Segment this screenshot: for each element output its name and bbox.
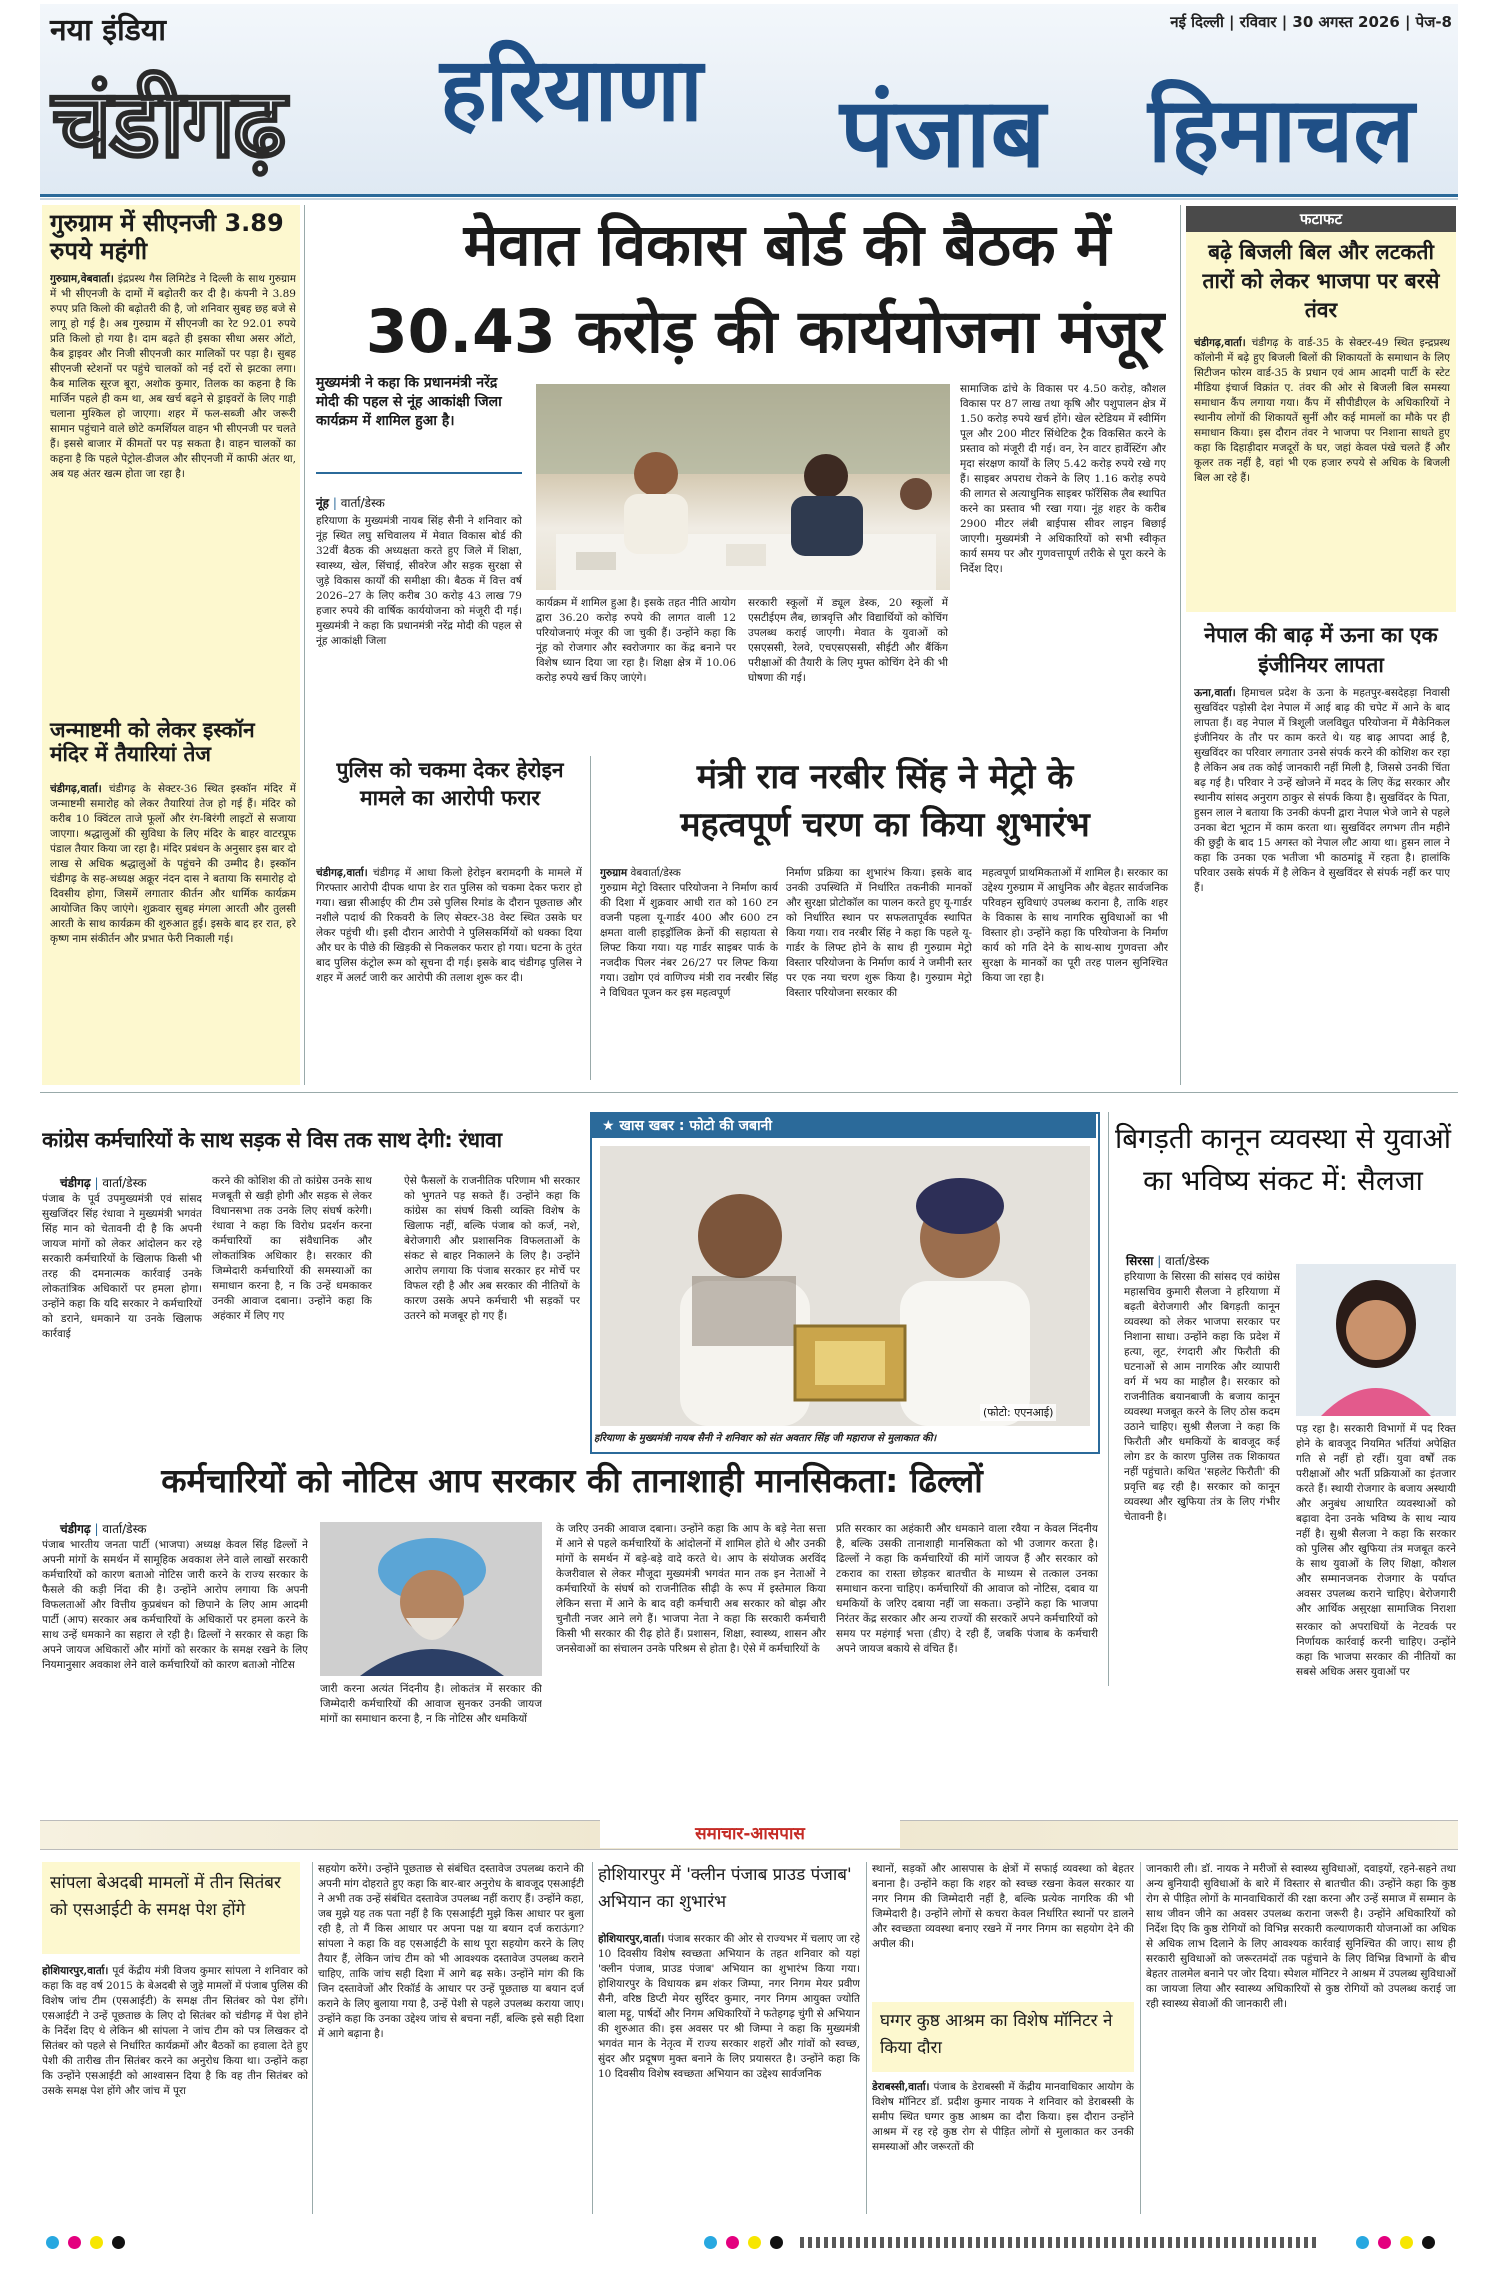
sidebar-rule (1180, 205, 1181, 1085)
sit-col-1: होशियारपुर,वार्ता। पूर्व केंद्रीय मंत्री विजय कुमार सांपला ने शनिवार को कहा कि वह वर्ष 2015 के बेअदबी से जुड़े मामलों में पंजाब पुलिस की विशेष जांच टीम (एसआईटी) के समक्ष तीन सितंबर को पेश होंगे। एसआईटी ने उन्हें पूछताछ के लिए दो सितंबर को चंडीगढ़ में पेश होने के निर्देश दिए थे लेकिन श्री सांपला ने जांच टीम को पत्र लिखकर दो सितंबर को पहले से निर्धारित कार्यक्रमों और बैठकों का हवाला देते हुए पेशी की तारीख तीन सितंबर करने का अनुरोध किया था। उन्होंने कहा कि उन्होंने एसआईटी को आश्वासन दिया है कि वह तीन सितंबर को उसके समक्ष पेश होंगे और जांच में पूरा (42, 1965, 308, 2097)
bottom-rule-3 (866, 1862, 867, 2214)
dhillon-col-3: के जरिए उनकी आवाज दबाना। उन्होंने कहा कि आप के बड़े नेता सत्ता में आने से पहले कर्मचारियों के आंदोलनों में शामिल होते थे और उनकी मांगों के समर्थन में बड़े-बड़े वादे करते थे। आप के संयोजक अरविंद केजरीवाल से लेकर मौजूदा मुख्यमंत्री भगवंत मान तक इन नेताओं ने कर्मचारियों के संघर्ष को राजनीतिक सीढ़ी के रूप में इस्तेमाल किया लेकिन सत्ता में आने के बाद वही कर्मचारी अब सरकार को बोझ और चुनौती नजर आने लगे हैं। भाजपा नेता ने कहा कि सरकारी कर्मचारी किसी भी सरकार की रीढ़ होते हैं। प्रशासन, शिक्षा, स्वास्थ्य, शासन और जनसेवाओं का संचालन उनके परिश्रम से होता है। ऐसे में कर्मचारियों के (556, 1523, 826, 1655)
selja-col-3: सरकार को अपराधियों के नेटवर्क पर निर्णायक कार्रवाई करनी चाहिए। उन्होंने कहा कि भाजपा सरकार की नीतियों का सबसे अधिक असर युवाओं पर (1296, 1621, 1456, 1678)
clean-col-1: होशियारपुर,वार्ता। पंजाब सरकार की ओर से राज्यभर में चलाए जा रहे 10 दिवसीय विशेष स्वच्छता अभियान के तहत शनिवार को यहां 'क्लीन पंजाब, प्राउड पंजाब' अभियान का शुभारंभ किया गया। होशियारपुर के विधायक ब्रम शंकर जिम्पा, नगर निगम मेयर प्रवीण सैनी, वरिष्ठ डिप्टी मेयर सुरिंदर कुमार, नगर निगम आयुक्त ज्योति बाला मट्टू, पार्षदों और निगम अधिकारियों ने फतेहगढ़ चुंगी से अभियान की शुरुआत की। इस अवसर पर श्री जिम्पा ने कहा कि मुख्यमंत्री भगवंत मान के नेतृत्व में राज्य सरकार शहरों और गांवों को स्वच्छ, सुंदर और प्रदूषण मुक्त बनाने के लिए प्रयासरत है। उन्होंने कहा कि 10 दिवसीय विशेष स्वच्छता अभियान का उद्देश्य सार्वजनिक (598, 1933, 860, 2080)
section-label: समाचार-आसपास (600, 1820, 900, 1848)
registration-gray-bar (800, 2237, 1320, 2248)
leprosy-headline: घग्गर कुष्ठ आश्रम का विशेष मॉनिटर ने किया दौरा (880, 2011, 1113, 2058)
dhillon-photo (320, 1522, 542, 1676)
selja-headline: बिगड़ती कानून व्यवस्था से युवाओं का भविष्य संकट में: सैलजा (1114, 1122, 1452, 1197)
photo-credit: (फोटो: एएनआई) (980, 1404, 1056, 1421)
lead-headline-2: 30.43 करोड़ की कार्ययोजना मंजूर (365, 297, 1165, 367)
registration-dot (748, 2236, 761, 2249)
leprosy-col-1: डेराबस्सी,वार्ता। पंजाब के डेराबस्सी में केंद्रीय मानवाधिकार आयोग के विशेष मॉनिटर डॉ. प्रदीश कुमार नायक ने शनिवार को डेराबस्सी के समीप स्थित घग्गर कुष्ठ आश्रम का दौरा किया। इस दौरान उन्होंने आश्रम में रह रहे कुष्ठ रोग से पीड़ित लोगों से मुलाकात कर उनकी समस्याओं और जरूरतों की (872, 2081, 1134, 2153)
iskcon-body: चंडीगढ़,वार्ता। चंडीगढ़ के सेक्टर-36 स्थित इस्कॉन मंदिर में जन्माष्टमी समारोह को लेकर तैयारियां तेज हो गई हैं। मंदिर को करीब 10 क्विंटल ताजे फूलों और रंग-बिरंगी लाइटों से सजाया जाएगा। श्रद्धालुओं की सुविधा के लिए मंदिर के बाहर वाटरप्रूफ पंडाल तैयार किया जा रहा है। मंदिर प्रबंधन के अनुसार इस बार दो लाख से अधिक श्रद्धालुओं के पहुंचने की उम्मीद है। इस्कॉन चंडीगढ़ के सह-अध्यक्ष अक्रूर नंदन दास ने बताया कि समारोह दो दिवसीय होगा, जिसमें लगातार कीर्तन और धार्मिक कार्यक्रम आयोजित किए जाएंगे। शुक्रवार सुबह मंगला आरती और तुलसी आरती के साथ कार्यक्रम की शुरुआत हुई। इसके बाद हर रात, हरे कृष्ण नाम संकीर्तन और प्रभात फेरी निकाली गई। (50, 783, 296, 945)
selja-col-2: पड़ रहा है। सरकारी विभागों में पद रिक्त होने के बावजूद नियमित भर्तियां अपेक्षित गति से नहीं हो रहीं। युवा वर्षों तक परीक्षाओं और भर्ती प्रक्रियाओं का इंतजार करते हैं। स्थायी रोजगार के बजाय अस्थायी और अनुबंध आधारित व्यवस्थाओं को बढ़ावा देना उनके भविष्य के साथ न्याय नहीं है। सुश्री सैलजा ने कहा कि सरकार को पुलिस और खुफिया तंत्र मजबूत करने के साथ युवाओं के लिए शिक्षा, कौशल और सम्मानजनक रोजगार के पर्याप्त अवसर उपलब्ध कराने चाहिए। बेरोजगारी और आर्थिक असुरक्षा सामाजिक निराशा (1296, 1423, 1456, 1614)
lead-kicker: मुख्यमंत्री ने कहा कि प्रधानमंत्री नरेंद्र मोदी की पहल से नूंह आकांक्षी जिला कार्यक्रम में शामिल हुआ है। (316, 375, 502, 429)
dateline-bar: नई दिल्ली | रविवार | 30 अगस्त 2026 | पेज-8 (1170, 13, 1452, 31)
nepal-body: ऊना,वार्ता। हिमाचल प्रदेश के ऊना के महतपुर-बसदेहड़ा निवासी सुखविंदर पड़ोसी देश नेपाल में आई बाढ़ की चपेट में आने के बाद लापता हैं। वह नेपाल में त्रिशूली जलविद्युत परियोजना में मैकेनिकल इंजीनियर के तौर पर काम करते थे। यह बाढ़ आपदा आई है, सुखविंदर का परिवार लगातार उनसे संपर्क करने की कोशिश कर रहा है लेकिन अब तक कोई जानकारी नहीं मिली है, जिससे उनकी चिंता बढ़ गई है। परिवार ने उन्हें खोजने में मदद के लिए केंद्र सरकार और स्थानीय सांसद अनुराग ठाकुर से संपर्क किया है। सुखविंदर के पिता, हुसन लाल ने बताया कि उनकी कंपनी द्वारा नेपाल भेजे जाने से पहले उनका बेटा भूटान में काम करता था। सुखविंदर लगभग तीन महीने की छुट्टी के बाद 15 अगस्त को नेपाल लौट आया था। हुसन लाल ने कहा कि उनका एक भतीजा भी काठमांडू में रहता है। हालांकि परिवार उसके संपर्क में है लेकिन वे सुखविंदर से संपर्क नहीं कर पाए हैं। (1194, 687, 1450, 894)
meeting-scene (536, 384, 950, 590)
police-body: चंडीगढ़,वार्ता। चंडीगढ़ में आधा किलो हेरोइन बरामदगी के मामले में गिरफ्तार आरोपी दीपक थापा डेर रात पुलिस को चकमा देकर फरार हो गया। खन्ना सीआईए की टीम उसे पुलिस रिमांड के दौरान पूछताछ और नशीले पदार्थ की रिकवरी के लिए सेक्टर-38 वेस्ट स्थित उसके घर लेकर पहुंची थी। इसी दौरान आरोपी ने पुलिसकर्मियों को धक्का दिया और घर के पीछे की खिड़की से निकलकर फरार हो गया। घटना के तुरंत बाद पुलिस कंट्रोल रूम को सूचना दी गई। इसके बाद चंडीगढ़ पुलिस ने शहर में अलर्ट जारी कर आरोपी की तलाश शुरू कर दी। (316, 867, 582, 984)
dhillon-col-4: प्रति सरकार का अहंकारी और धमकाने वाला रवैया न केवल निंदनीय है, बल्कि उसकी तानाशाही मानसिकता को भी उजागर करता है। ढिल्लों ने कहा कि कर्मचारियों की मांगें जायज हैं और सरकार को टकराव का रास्ता छोड़कर बातचीत के माध्यम से तत्काल उनका समाधान करना चाहिए। कर्मचारियों की आवाज को नोटिस, दबाव या धमकियों के जरिए दबाया नहीं जा सकता। उन्होंने कहा कि भाजपा निरंतर केंद्र सरकार और अन्य राज्यों की सरकारें अपने कर्मचारियों को समय पर महंगाई भत्ता (डीए) दे रही हैं, जबकि पंजाब के कर्मचारी अपने जायज बकाये से वंचित हैं। (836, 1523, 1098, 1655)
photo-feature-tag: ★ खास खबर : फोटो की जबानी (592, 1114, 1096, 1138)
lead-col-1: हरियाणा के मुख्यमंत्री नायब सिंह सैनी ने शनिवार को नूंह स्थित लघु सचिवालय में मेवात विकास बोर्ड की 32वीं बैठक की अध्यक्षता करते हुए जिले में शिक्षा, स्वास्थ्य, खेल, सिंचाई, सीवरेज और सड़क सुरक्षा से जुड़े विकास कार्यों की समीक्षा की। बैठक में वित्त वर्ष 2026–27 के लिए करीब 30 करोड़ 43 लाख 79 हजार रुपये की वार्षिक कार्ययोजना को मंजूरी दी गई। मुख्यमंत्री ने कहा कि प्रधानमंत्री नरेंद्र मोदी की पहल से नूंह आकांक्षी जिला (316, 515, 522, 647)
registration-dot (1378, 2236, 1391, 2249)
lead-col-2: कार्यक्रम में शामिल हुआ है। इसके तहत नीति आयोग द्वारा 36.20 करोड़ रुपये की लागत वाली 12 परियोजनाएं मंजूर की जा चुकी हैं। उन्होंने कहा कि नूंह को रोजगार और स्वरोजगार का केंद्र बनाने पर विशेष ध्यान दिया जा रहा है। शिक्षा क्षेत्र में 10.06 करोड़ रुपये खर्च किए जाएंगे। (536, 597, 736, 684)
region-haryana: हरियाणा (440, 38, 702, 141)
metro-col-3: महत्वपूर्ण प्राथमिकताओं में शामिल है। सरकार का उद्देश्य गुरुग्राम में आधुनिक और बेहतर सार्वजनिक परिवहन सुविधाएं उपलब्ध कराना है, ताकि शहर के विकास के साथ नागरिक सुविधाओं का भी विस्तार हो। उन्होंने कहा कि परियोजना के निर्माण कार्य को गति देने के साथ-साथ गुणवत्ता और सुरक्षा के मानकों का पूरी तरह पालन सुनिश्चित किया जा रहा है। (982, 867, 1168, 984)
registration-dot (770, 2236, 783, 2249)
dhillon-headline: कर्मचारियों को नोटिस आप सरकार की तानाशाही मानसिकता: ढिल्लों (161, 1461, 983, 1500)
registration-dot (704, 2236, 717, 2249)
print-registration-marks (0, 2228, 1500, 2258)
nepal-headline: नेपाल की बाढ़ में ऊना का एक इंजीनियर लापता (1204, 623, 1438, 677)
lead-dateline: नूंह | वार्ता/डेस्क (316, 496, 385, 510)
selja-photo (1296, 1264, 1456, 1416)
sit-col-2: सहयोग करेंगे। उन्होंने पूछताछ से संबंधित दस्तावेज उपलब्ध कराने की अपनी मांग दोहराते हुए कहा कि बार-बार अनुरोध के बावजूद एसआईटी ने अभी तक उन्हें संबंधित दस्तावेज उपलब्ध नहीं कराए हैं। उन्होंने कहा, जब मुझे यह तक पता नहीं है कि एसआईटी मुझे किस आधार पर बुला रही है, तो मैं किस आधार पर अपना पक्ष या बयान दर्ज कराऊंगा? सांपला ने कहा कि वह एसआईटी के साथ पूरा सहयोग करने के लिए तैयार हैं, लेकिन जांच टीम को भी आवश्यक दस्तावेज उपलब्ध कराने चाहिए, ताकि जांच सही दिशा में आगे बढ़ सके। उन्होंने मांग की कि जिन दस्तावेजों और रिकॉर्ड के आधार पर उन्हें पूछताछ या बयान दर्ज कराने के लिए बुलाया गया है, उन्हें पेशी से पहले उपलब्ध कराया जाए। उन्होंने कहा कि उनका उद्देश्य जांच से बचना नहीं, बल्कि इसे सही दिशा में आगे बढ़ाना है। (318, 1863, 584, 2040)
registration-dot (68, 2236, 81, 2249)
lead-col-3: सरकारी स्कूलों में ड्यूल डेस्क, 20 स्कूलों में एसटीईएम लैब, छात्रवृत्ति और विद्यार्थियों को कोचिंग उपलब्ध कराई जाएगी। मेवात के युवाओं को एसएससी, रेलवे, एचएसएससी, सीईटी और बैंकिंग परीक्षाओं की तैयारी के लिए मुफ्त कोचिंग देने की भी घोषणा की गई। (748, 597, 948, 684)
metro-col-1: गुरुग्राम वेबवार्ता/डेस्क गुरुग्राम मेट्रो विस्तार परियोजना ने निर्माण कार्य की दिशा में शुक्रवार आधी रात को 160 टन वजनी पहला यू-गार्डर 400 और 600 टन क्षमता वाली हाइड्रॉलिक क्रेनों की सहायता से लिफ्ट किया गया। यह गार्डर साइबर पार्क के नजदीक पिलर नंबर 26/27 पर लिफ्ट किया गया। उद्योग एवं वाणिज्य मंत्री राव नरबीर सिंह ने विधिवत पूजन कर इस महत्वपूर्ण (600, 867, 778, 999)
cng-headline: गुरुग्राम में सीएनजी 3.89 रुपये महंगी (50, 209, 284, 265)
congress-col-2: करने की कोशिश की तो कांग्रेस उनके साथ मजबूती से खड़ी होगी और सड़क से लेकर विधानसभा तक उनके लिए संघर्ष करेगी। रंधावा ने कहा कि विरोध प्रदर्शन करना कर्मचारियों का संवैधानिक और लोकतांत्रिक अधिकार है। सरकार की जिम्मेदारी कर्मचारियों की समस्याओं का समाधान करना है, न कि उन्हें धमकाकर उनकी आवाज दबाना। उन्होंने कहा कि अहंकार में लिए गए (212, 1175, 372, 1322)
paper-name: नया इंडिया (50, 13, 166, 48)
lead-photo (536, 384, 950, 590)
region-punjab: पंजाब (840, 77, 1046, 189)
selja-col-1: हरियाणा के सिरसा की सांसद एवं कांग्रेस महासचिव कुमारी सैलजा ने हरियाणा में बढ़ती बेरोजगारी और बिगड़ती कानून व्यवस्था को लेकर भाजपा सरकार पर निशाना साधा। उन्होंने कहा कि प्रदेश में हत्या, लूट, रंगदारी और फिरौती की घटनाओं से आम नागरिक और व्यापारी वर्ग में भय का माहौल है। सरकार को राजनीतिक बयानबाजी के बजाय कानून व्यवस्था मजबूत करने के लिए ठोस कदम उठाने चाहिए। सुश्री सैलजा ने कहा कि फिरौती और धमकियों के बावजूद कई लोग डर के कारण पुलिस तक शिकायत नहीं पहुंचाते। कथित 'सहलेट फिरौती' की प्रवृत्ति बढ़ रही है। सरकार को कानून व्यवस्था और खुफिया तंत्र के लिए गंभीर चेतावनी है। (1124, 1271, 1280, 1523)
region-himachal: हिमाचल (1148, 78, 1415, 183)
registration-dot (112, 2236, 125, 2249)
photo-caption: हरियाणा के मुख्यमंत्री नायब सैनी ने शनिवार को संत अवतार सिंह जी महाराज से मुलाकात की। (594, 1433, 937, 1444)
bottom-rule-4 (1140, 1862, 1141, 2214)
iskcon-headline: जन्माष्टमी को लेकर इस्कॉन मंदिर में तैयारियां तेज (50, 718, 255, 767)
metro-col-2: निर्माण प्रक्रिया का शुभारंभ किया। इसके बाद उनकी उपस्थिति में निर्धारित तकनीकी मानकों और सुरक्षा प्रोटोकॉल का पालन करते हुए यू-गार्डर को निर्धारित स्थान पर सफलतापूर्वक स्थापित किया गया। राव नरबीर सिंह ने कहा कि पहले यू-गार्डर के लिफ्ट होने के साथ ही गुरुग्राम मेट्रो विस्तार परियोजना के निर्माण कार्य ने जमीनी स्तर पर एक नया चरण शुरू किया है। गुरुग्राम मेट्रो विस्तार परियोजना सरकार की (786, 867, 972, 999)
portrait-woman (1296, 1264, 1456, 1416)
congress-col-1: पंजाब के पूर्व उपमुख्यमंत्री एवं सांसद सुखजिंदर सिंह रंधावा ने मुख्यमंत्री भगवंत सिंह मान को चेतावनी दी है कि अपनी जायज मांगों को लेकर आंदोलन कर रहे सरकारी कर्मचारियों के खिलाफ किसी भी तरह की दमनात्मक कार्रवाई उनके लोकतांत्रिक अधिकारों पर हमला होगा। उन्होंने कहा कि यदि सरकार ने कर्मचारियों को डराने, धमकाने या उनके खिलाफ कार्रवाई (42, 1193, 202, 1340)
electricity-headline: बढ़े बिजली बिल और लटकती तारों को लेकर भाजपा पर बरसे तंवर (1202, 240, 1440, 322)
lead-col-4: सामाजिक ढांचे के विकास पर 4.50 करोड़, कौशल विकास पर 87 लाख तथा कृषि और पशुपालन क्षेत्र में 1.50 करोड़ रुपये खर्च होंगे। खेल स्टेडियम में स्वीमिंग पूल और 200 मीटर सिंथेटिक ट्रैक विकसित करने के प्रस्ताव को मंजूरी दी गई। वन, रेन वाटर हार्वेस्टिंग और मृदा संरक्षण कार्यों के लिए 5.42 करोड़ रुपये रखे गए हैं। साइबर अपराध रोकने के लिए 1.16 करोड़ रुपये की लागत से अत्याधुनिक साइबर फॉरेंसिक लैब स्थापित करने का प्रस्ताव भी रखा गया। नूंह शहर के करीब 2900 मीटर लंबी बाईपास सीवर लाइन बिछाई जाएगी। मुख्यमंत्री ने अधिकारियों को सभी स्वीकृत कार्य समय पर और गुणवत्तापूर्ण तरीके से पूरा करने के निर्देश दिए। (960, 383, 1166, 575)
bottom-rule-2 (592, 1862, 593, 2214)
dhillon-col-1: पंजाब भारतीय जनता पार्टी (भाजपा) अध्यक्ष केवल सिंह ढिल्लों ने अपनी मांगों के समर्थन में सामूहिक अवकाश लेने वाले लाखों सरकारी कर्मचारियों को कारण बताओ नोटिस जारी करने के राज्य सरकार के फैसले की कड़ी निंदा की है। उन्होंने आरोप लगाया कि अपनी विफलताओं और वित्तीय कुप्रबंधन को छिपाने के लिए आम आदमी पार्टी (आप) सरकार अब कर्मचारियों के अधिकारों पर हमला करने के साथ उन्हें धमकाने का सहारा ले रही है। ढिल्लों ने सरकार से कहा कि अपने जायज अधिकारों और मांगों को सरकार के समक्ष रखने के लिए नियमानुसार अवकाश लेने वाले कर्मचारियों को कारण बताओ नोटिस (42, 1539, 308, 1671)
registration-dot (46, 2236, 59, 2249)
city-name: चंडीगढ़ (52, 70, 285, 179)
police-rule (590, 756, 591, 1080)
bottom-rule-1 (312, 1862, 313, 2214)
kicker-rule (316, 472, 522, 474)
sidebar-tag: फटाफट (1186, 206, 1456, 232)
selja-rule (1108, 1112, 1109, 1686)
registration-dot (1400, 2236, 1413, 2249)
congress-dateline: चंडीगढ़ | वार्ता/डेस्क (60, 1176, 147, 1190)
masthead (40, 4, 1458, 197)
cng-body: गुरुग्राम,वेबवार्ता। इंद्रप्रस्थ गैस लिमिटेड ने दिल्ली के साथ गुरुग्राम में भी सीएनजी के दामों में बढ़ोतरी कर दी है। कंपनी ने 3.89 रुपए प्रति किलो की बढ़ोतरी की है, जो शनिवार सुबह छह बजे से लागू हो गई है। अब गुरुग्राम में सीएनजी का रेट 92.01 रुपये प्रति किलो हो गया है। दाम बढ़ते ही इसका सीधा असर ऑटो, कैब ड्राइवर और निजी सीएनजी कार मालिकों पर पड़ा है। सुबह सीएनजी स्टेशनों पर पहुंचे चालकों को नई दरों से झटका लगा। कैब मालिक सूरज बूरा, अशोक कुमार, तिलक का कहना है कि मार्जिन पहले ही कम था, अब खर्च बढ़ने से ड्राइवरों के लिए गाड़ी चलाना मुश्किल हो जाएगा। शहर में फल-सब्जी और जरूरी सामान पहुंचाने वाले छोटे कमर्शियल वाहन भी सीएनजी पर चलते हैं। इससे बाजार में कीमतों पर पड़ सकता है। वाहन चालकों का कहना है कि पहले पेट्रोल-डीजल और सीएनजी में काफी अंतर था, अब यह अंतर खत्म होता जा रहा है। (50, 273, 296, 480)
leprosy-col-2: जानकारी ली। डॉ. नायक ने मरीजों से स्वास्थ्य सुविधाओं, दवाइयों, रहने-सहने तथा अन्य बुनियादी सुविधाओं के बारे में विस्तार से बातचीत की। उन्होंने कहा कि कुष्ठ रोग से पीड़ित लोगों के मानवाधिकारों की रक्षा करना और उन्हें समाज में सम्मान के साथ जीवन जीने का अवसर उपलब्ध कराना जरूरी है। उन्होंने अधिकारियों को निर्देश दिए कि कुष्ठ रोगियों को विभिन्न सरकारी कल्याणकारी योजनाओं का अधिक से अधिक लाभ दिलाने के लिए आवश्यक कार्रवाई सुनिश्चित की जाए। साथ ही सरकारी सुविधाओं को जरूरतमंदों तक पहुंचाने के लिए विभिन्न विभागों के बीच बेहतर तालमेल बनाने पर जोर दिया। स्पेशल मॉनिटर ने आश्रम में उपलब्ध सुविधाओं का जायजा लिया और स्वास्थ्य अधिकारियों से कुष्ठ रोगियों को उपलब्ध कराई जा रही स्वास्थ्य सेवाओं की जानकारी ली। (1146, 1863, 1456, 2010)
registration-dot (726, 2236, 739, 2249)
meeting-photo-scene (600, 1146, 1090, 1426)
masthead-rule (40, 198, 1458, 200)
registration-dot (90, 2236, 103, 2249)
registration-dot (1356, 2236, 1369, 2249)
police-headline: पुलिस को चकमा देकर हेरोइन मामले का आरोपी फरार (336, 758, 564, 810)
sit-headline: सांपला बेअदबी मामलों में तीन सितंबर को एसआईटी के समक्ष पेश होंगे (50, 1873, 281, 1920)
clean-headline: होशियारपुर में 'क्लीन पंजाब प्राउड पंजाब' अभियान का शुभारंभ (598, 1865, 852, 1912)
star-icon: ★ (602, 1118, 615, 1134)
lead-headline-1: मेवात विकास बोर्ड की बैठक में (463, 211, 1111, 279)
metro-headline-1: मंत्री राव नरबीर सिंह ने मेट्रो के (696, 757, 1074, 797)
clean-col-2: स्थानों, सड़कों और आसपास के क्षेत्रों में सफाई व्यवस्था को बेहतर बनाना है। उन्होंने कहा कि शहर को स्वच्छ रखना केवल सरकार या नगर निगम की जिम्मेदारी नहीं है, बल्कि प्रत्येक नागरिक की भी जिम्मेदारी है। उन्होंने लोगों से कचरा केवल निर्धारित स्थानों पर डालने और स्वच्छता व्यवस्था बनाए रखने में नगर निगम का सहयोग देने की अपील की। (872, 1863, 1134, 1950)
feature-photo (600, 1146, 1090, 1426)
electricity-body: चंडीगढ़,वार्ता। चंडीगढ़ के वार्ड-35 के सेक्टर-49 स्थित इन्द्रप्रस्थ कॉलोनी में बढ़े हुए बिजली बिलों की शिकायतों के समाधान के लिए सिटीजन फोरम वार्ड-35 के प्रधान एवं आम आदमी पार्टी के स्टेट मीडिया इंचार्ज विक्रांत ए. तंवर की ओर से बिजली बिल समस्या समाधान कैंप लगाया गया। कैंप में सीपीडीएल के अधिकारियों ने स्थानीय लोगों की शिकायतें सुनीं और कई मामलों का मौके पर ही समाधान किया। इस दौरान तंवर ने भाजपा पर निशाना साधते हुए कहा कि दिहाड़ीदार मजदूरों के घर, जहां केवल पंखे चलते हैं और कूलर तक नहीं है, वहां भी एक हजार रुपये से अधिक के बिजली बिल आ रहे हैं। (1194, 337, 1450, 484)
metro-headline-2: महत्वपूर्ण चरण का किया शुभारंभ (680, 805, 1090, 845)
row-rule-1 (40, 1092, 1458, 1093)
congress-headline: कांग्रेस कर्मचारियों के साथ सड़क से विस तक साथ देगी: रंधावा (42, 1128, 502, 1152)
selja-dateline: सिरसा | वार्ता/डेस्क (1126, 1254, 1210, 1268)
portrait-man-turban (320, 1522, 542, 1676)
dhillon-dateline: चंडीगढ़ | वार्ता/डेस्क (60, 1522, 147, 1536)
registration-dot (1422, 2236, 1435, 2249)
congress-col-3: ऐसे फैसलों के राजनीतिक परिणाम भी सरकार को भुगतने पड़ सकते हैं। उन्होंने कहा कि कांग्रेस का संघर्ष किसी व्यक्ति विशेष के खिलाफ नहीं, बल्कि पंजाब को कर्ज, नशे, बेरोजगारी और प्रशासनिक विफलताओं के संकट से बाहर निकालने के लिए है। उन्होंने आरोप लगाया कि पंजाब सरकार हर मोर्चे पर विफल रही है और अब सरकार की नीतियों के कारण उसके अपने कर्मचारी भी सड़कों पर उतरने को मजबूर हो गए हैं। (404, 1175, 580, 1322)
left-column-rule (304, 205, 305, 1085)
dhillon-col-2: जारी करना अत्यंत निंदनीय है। लोकतंत्र में सरकार की जिम्मेदारी कर्मचारियों की आवाज सुनकर उनकी जायज मांगों का समाधान करना है, न कि नोटिस और धमकियों (320, 1683, 542, 1725)
